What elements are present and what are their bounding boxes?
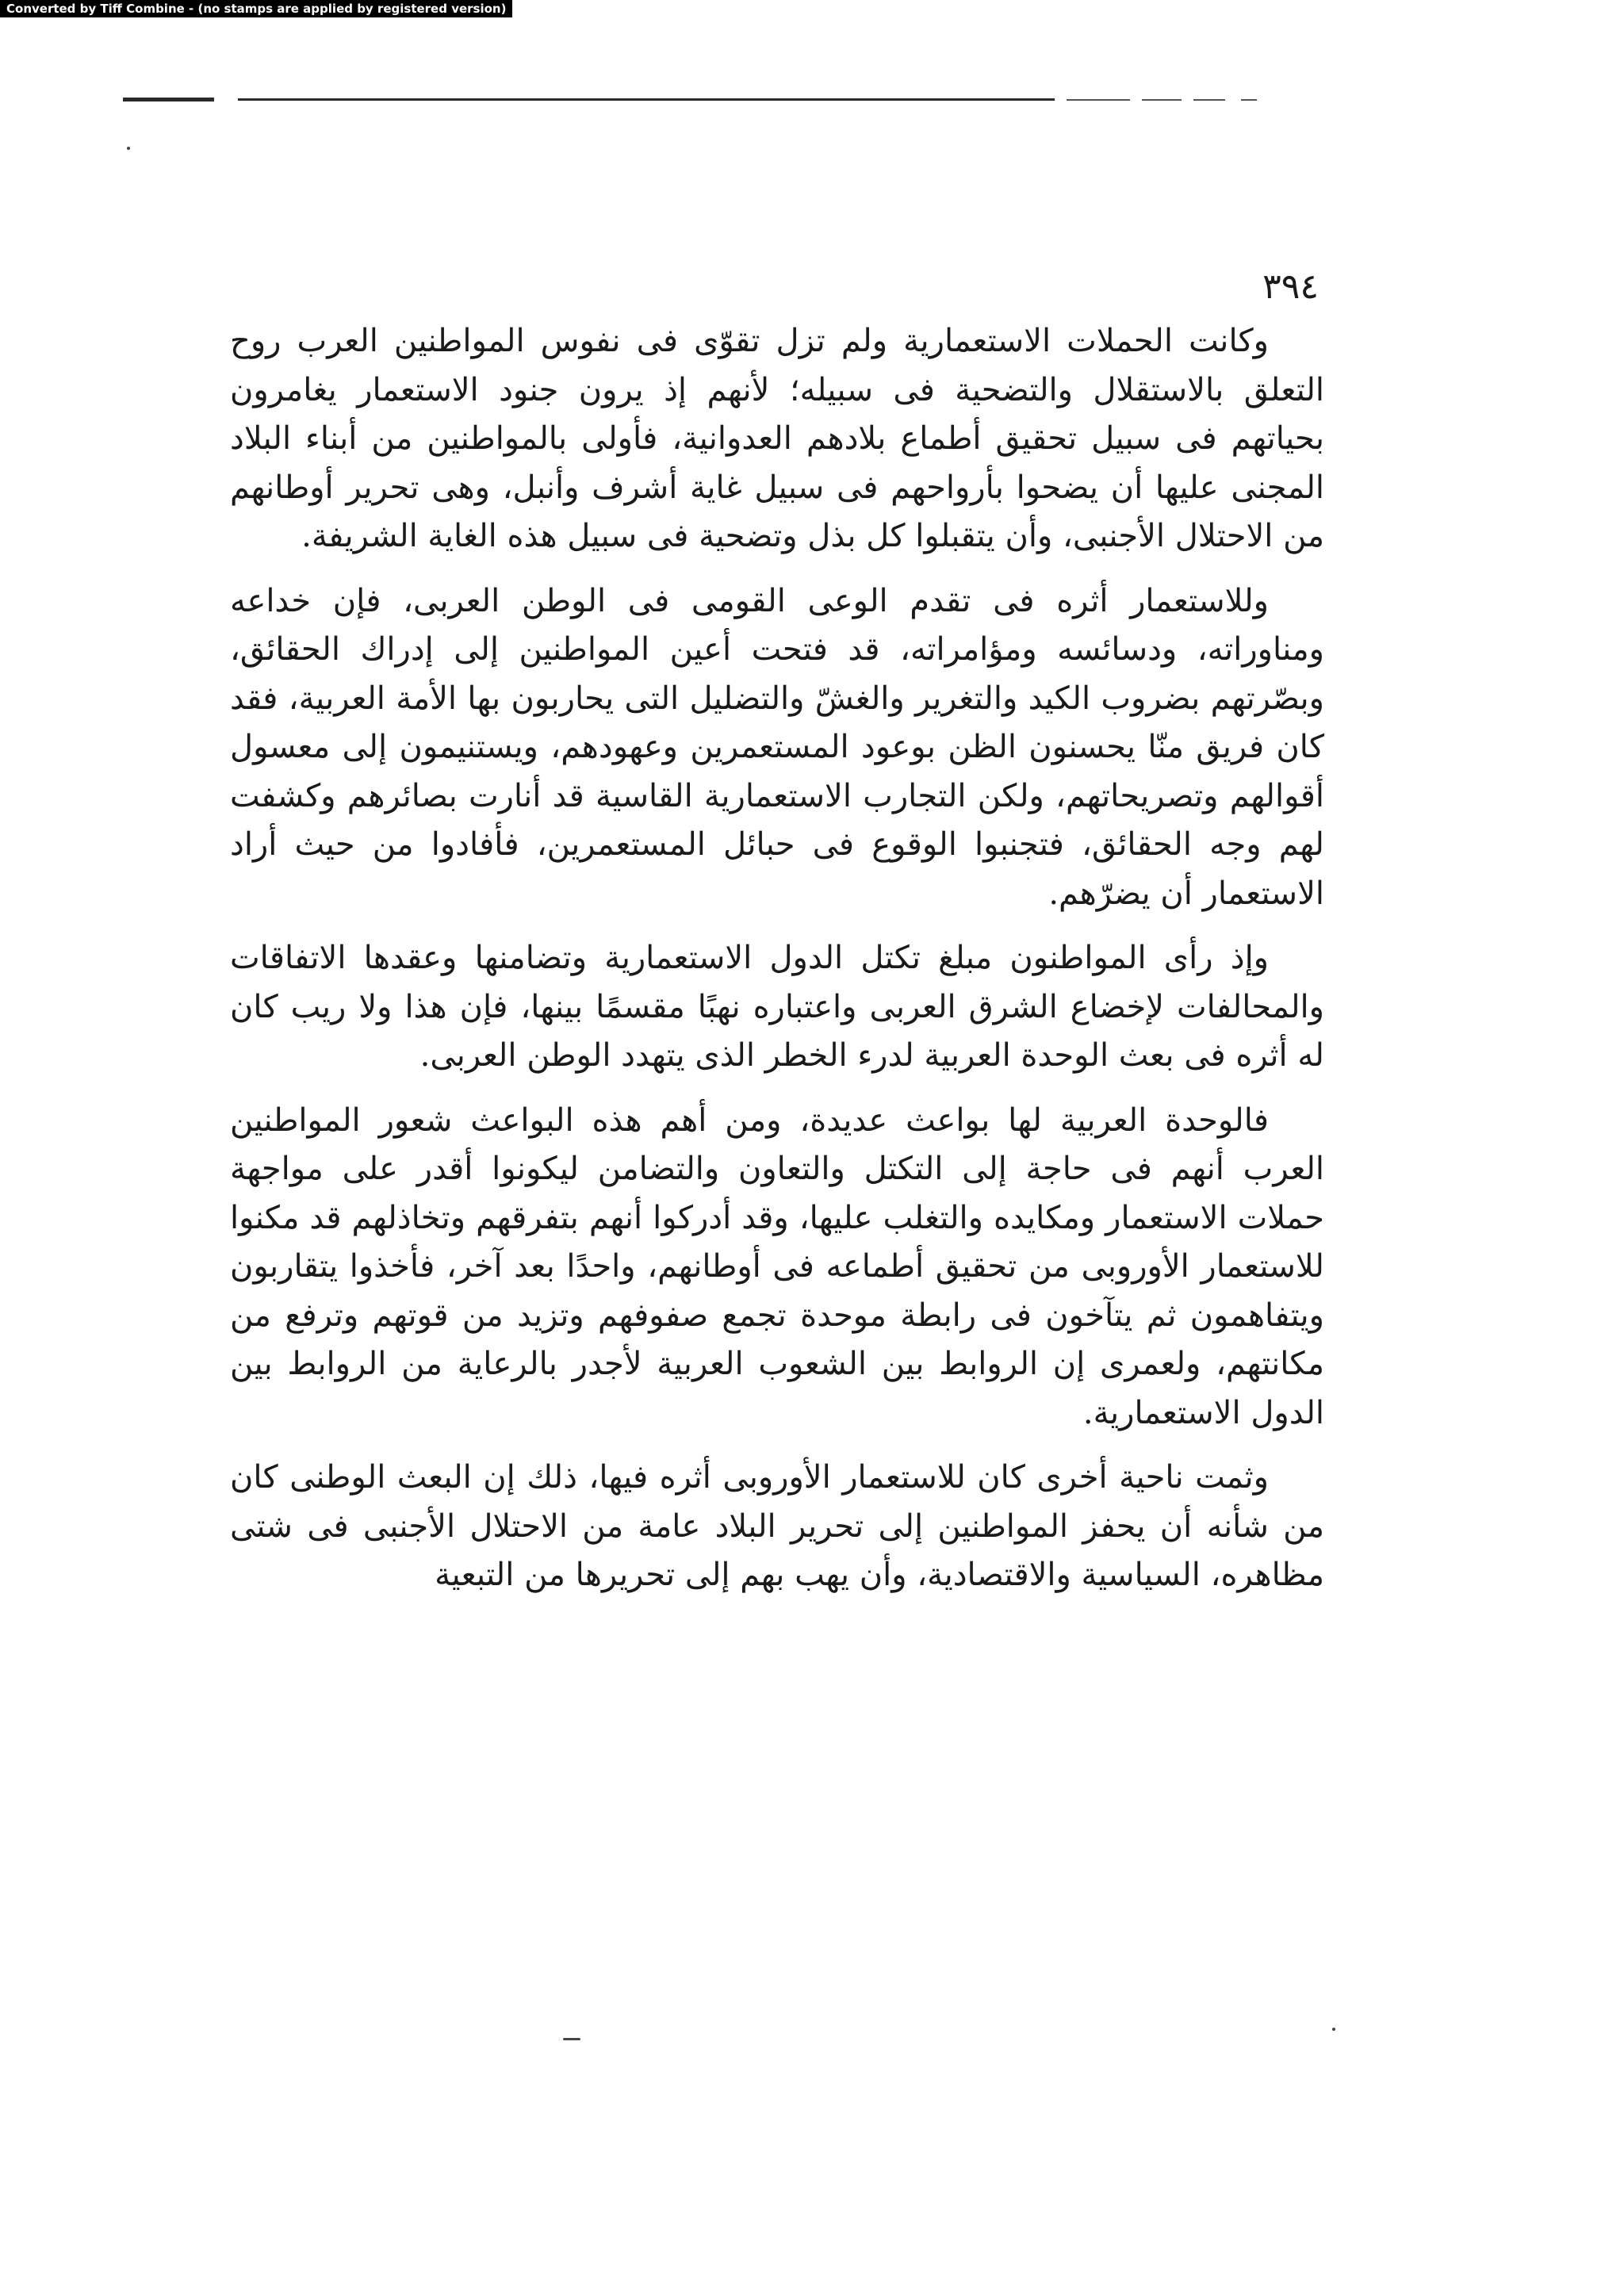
paragraph-3: وإذ رأى المواطنون مبلغ تكتل الدول الاستعمارية وتضامنها وعقدها الاتفاقات والمحالفات لإخضاع الشرق العربى واعتباره نهبًا مقسمًا بينها، فإن هذا ولا ريب كان له أثره فى بعث الوحدة العربية لدرء الخطر الذى يتهدد الوطن العربى. — [230, 940, 1324, 1074]
body-text — [230, 317, 1324, 1616]
scan-speck — [127, 147, 130, 150]
paragraph-2: وللاستعمار أثره فى تقدم الوعى القومى فى الوطن العربى، فإن خداعه ومناوراته، ودسائسه ومؤامراته، قد فتحت أعين المواطنين إلى إدراك الحقائق، وبصّرتهم بضروب الكيد والتغرير والغشّ والتضليل التى يحاربون بها الأمة العربية، فقد كان فريق منّا يحسنون الظن بوعود المستعمرين وعهودهم، ويستنيمون إلى معسول أقوالهم وتصريحاتهم، ولكن التجارب الاستعمارية القاسية قد أنارت بصائرهم وكشفت لهم وجه الحقائق، فتجنبوا الوقوع فى حبائل المستعمرين، فأفادوا من حيث أراد الاستعمار أن يضرّهم. — [230, 582, 1325, 912]
header-rule-left — [123, 98, 214, 102]
header-rule-dash-4 — [1241, 99, 1257, 101]
paragraph-1: وكانت الحملات الاستعمارية ولم تزل تقوّى فى نفوس المواطنين العرب روح التعلق بالاستقلال والتضحية فى سبيله؛ لأنهم إذ يرون جنود الاستعمار يغامرون بحياتهم فى سبيل تحقيق أطماع بلادهم العدوانية، فأولى بالمواطنين من أبناء البلاد المجنى عليها أن يضحوا بأرواحهم فى سبيل غاية أشرف وأنبل، وهى تحرير أوطانهم من الاحتلال الأجنبى، وأن يتقبلوا كل بذل وتضحية فى سبيل هذه الغاية الشريفة. — [230, 323, 1324, 554]
header-rule-dash-1 — [1067, 99, 1130, 101]
header-rule — [238, 98, 1055, 101]
scan-speck — [1332, 2028, 1335, 2031]
header-rule-dash-2 — [1142, 99, 1182, 101]
scan-speck — [563, 2038, 580, 2040]
header-rule-dash-3 — [1193, 99, 1225, 101]
page-number: ٣٩٤ — [1262, 266, 1319, 307]
converter-banner: Converted by Tiff Combine - (no stamps are applied by registered version) — [0, 0, 512, 17]
paragraph-4: فالوحدة العربية لها بواعث عديدة، ومن أهم هذه البواعث شعور المواطنين العرب أنهم فى حاجة إلى التكتل والتعاون والتضامن ليكونوا أقدر على مواجهة حملات الاستعمار ومكايده والتغلب عليها، وقد أدركوا أنهم بتفرقهم وتخاذلهم قد مكنوا للاستعمار الأوروبى من تحقيق أطماعه فى أوطانهم، واحدًا بعد آخر، فأخذوا يتقاربون ويتفاهمون ثم يتآخون فى رابطة موحدة تجمع صفوفهم وتزيد من قوتهم وترفع من مكانتهم، ولعمرى إن الروابط بين الشعوب العربية لأجدر بالرعاية من الروابط بين الدول الاستعمارية. — [230, 1101, 1324, 1431]
paragraph-5: وثمت ناحية أخرى كان للاستعمار الأوروبى أثره فيها، ذلك إن البعث الوطنى كان من شأنه أن يحفز المواطنين إلى تحرير البلاد عامة من الاحتلال الأجنبى فى شتى مظاهره، السياسية والاقتصادية، وأن يهب بهم إلى تحريرها من التبعية — [230, 1459, 1324, 1593]
